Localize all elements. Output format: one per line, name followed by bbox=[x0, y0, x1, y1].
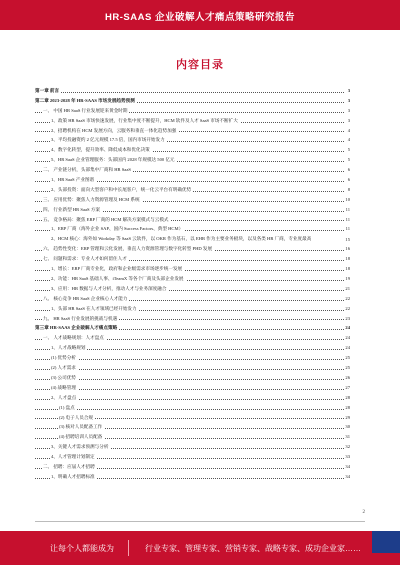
report-title: HR-SAAS 企业破解人才痛点策略研究报告 bbox=[105, 12, 295, 23]
toc-entry-page: 18 bbox=[344, 264, 350, 274]
report-header-bar bbox=[0, 0, 400, 30]
toc-entry-title: 3、应用：HR 数据与人才分析，推动人才与业务深度融合 bbox=[51, 285, 167, 291]
footer-divider bbox=[128, 540, 129, 556]
toc-entry[interactable] bbox=[35, 393, 350, 403]
toc-entry-page: 6 bbox=[347, 175, 350, 185]
toc-entry[interactable] bbox=[35, 304, 350, 314]
toc-entry[interactable] bbox=[35, 86, 350, 96]
toc-entry[interactable] bbox=[35, 442, 350, 452]
toc-entry-title: 九、 HR SaaS 行业发展的挑战与机遇 bbox=[43, 315, 118, 321]
toc-entry[interactable] bbox=[35, 274, 350, 284]
toc-entry-page: 34 bbox=[344, 462, 350, 472]
footer-bar bbox=[0, 531, 400, 565]
toc-heading: 内容目录 bbox=[176, 59, 224, 71]
toc-leader-dots bbox=[35, 369, 344, 370]
toc-entry-title: 七、 问题和需求：专业人才如何留住人才 bbox=[43, 256, 127, 262]
toc-entry[interactable] bbox=[35, 135, 350, 145]
toc-entry[interactable] bbox=[35, 106, 350, 116]
toc-entry[interactable] bbox=[35, 284, 350, 294]
toc-entry-page: 3 bbox=[347, 96, 350, 106]
toc-entry-page: 24 bbox=[344, 333, 350, 343]
toc-entry-title: 四、 行业新型 HR SaaS 方案 bbox=[43, 206, 100, 212]
toc-entry-title: 一、 中国 HR SaaS 行业发展迎来黄金时期 bbox=[43, 107, 128, 113]
toc-entry-title: (4) 招聘培训人员配备 bbox=[59, 434, 103, 440]
toc-entry-title: 2、HCM 核心：海外如 Workday 等 SaaS 云软件，以 OKR 作为基石，以 EHR 作为主要业务板块，以及各类 HR 厂商，专业度最高 bbox=[51, 236, 312, 242]
toc-entry-page: 19 bbox=[344, 274, 350, 284]
toc-entry-title: 2、人才盘点 bbox=[51, 394, 77, 400]
toc-entry-page: 3 bbox=[347, 106, 350, 116]
toc-entry[interactable] bbox=[35, 413, 350, 423]
toc-entry[interactable] bbox=[35, 234, 350, 244]
toc-entry-title: (3) 核对人员配备工作 bbox=[59, 424, 103, 430]
toc-entry-title: 1、头部 HR SaaS 在人才领域已经开始发力 bbox=[51, 305, 137, 311]
toc-entry-title: 六、 趋势性变化：ERP 管理和云化发展，垂直人力资源管理与数字化转型 PHD 发展 bbox=[43, 246, 213, 252]
toc-entry-page: 27 bbox=[344, 383, 350, 393]
toc-entry-title: 4、人才管理计划制定 bbox=[51, 454, 95, 460]
toc-leader-dots bbox=[35, 379, 344, 380]
toc-entry-title: 2、招聘机构在 HCM 发展方向，云服务和垂直一体化趋势加强 bbox=[51, 127, 177, 133]
toc-entry-page: 18 bbox=[344, 254, 350, 264]
toc-entry-title: 第二章 2023-2028 年 HR-SAAS 市场发展趋势预测 bbox=[35, 97, 135, 103]
toc-entry-title: (4) 战略管理 bbox=[51, 384, 76, 390]
toc-entry-title: 第一章 前言 bbox=[35, 88, 60, 93]
toc-entry-title: 一、 人才战略规划：人才盘点 bbox=[43, 335, 104, 341]
toc-entry-page: 24 bbox=[344, 343, 350, 353]
toc-entry-page: 24 bbox=[344, 323, 350, 333]
toc-entry-title: 1、明确人才招聘标准 bbox=[51, 473, 95, 479]
toc-entry[interactable] bbox=[35, 165, 350, 175]
toc-entry-title: 5、HR SaaS 企业管理服务：头部国内 2028 年规模达 500 亿元 bbox=[51, 157, 175, 163]
footer-tagline: 行业专家、管理专家、营销专家、战略专家、成功企业家…… bbox=[145, 544, 361, 553]
page-number: 2 bbox=[362, 510, 365, 515]
toc-entry[interactable] bbox=[35, 264, 350, 274]
toc-entry[interactable] bbox=[35, 452, 350, 462]
toc-entry-title: 1、人才战略规划 bbox=[51, 345, 86, 351]
toc-entry[interactable] bbox=[35, 363, 350, 373]
toc-entry-page: 5 bbox=[347, 145, 350, 155]
toc-entry[interactable] bbox=[35, 432, 350, 442]
toc-entry-title: (2) 人才需求 bbox=[51, 365, 76, 371]
toc-entry[interactable] bbox=[35, 126, 350, 136]
toc-entry-page: 29 bbox=[344, 413, 350, 423]
toc-entry-title: 1、政策 HR SaaS 市场快速发展，行业集中度不断提升，HCM 软件及人才 SaaS 市场不断扩大 bbox=[51, 117, 238, 123]
toc-entry-title: 1、HR SaaS 产业图谱 bbox=[51, 177, 95, 183]
toc-entry-title: 2、功能：HR SaaS 基础人事、iTeamX 等各个厂商及头部企业发展 bbox=[51, 276, 184, 282]
toc-entry[interactable] bbox=[35, 333, 350, 343]
toc-entry-title: (1) 优势分析 bbox=[51, 355, 76, 361]
toc-entry[interactable] bbox=[35, 244, 350, 254]
toc-entry-page: 11 bbox=[345, 215, 350, 225]
toc-entry[interactable] bbox=[35, 294, 350, 304]
toc-entry-title: (3) 公司优势 bbox=[51, 374, 76, 380]
toc-entry-page: 34 bbox=[344, 472, 350, 482]
toc-entry-title: 二、 招聘：应届人才招聘 bbox=[43, 463, 95, 469]
toc-entry-page: 8 bbox=[347, 185, 350, 195]
toc-entry-page: 22 bbox=[344, 304, 350, 314]
toc-entry-page: 4 bbox=[347, 135, 350, 145]
toc-entry-page: 21 bbox=[344, 284, 350, 294]
toc-entry[interactable] bbox=[35, 403, 350, 413]
toc-entry-page: 25 bbox=[344, 363, 350, 373]
toc-leader-dots bbox=[35, 399, 344, 400]
toc-entry-title: 4、数字化转型，提升效率、降低成本和优化决策 bbox=[51, 147, 150, 153]
toc-entry-page: 3 bbox=[347, 86, 350, 96]
toc-entry[interactable] bbox=[35, 195, 350, 205]
toc-entry[interactable] bbox=[35, 224, 350, 234]
toc-entry[interactable] bbox=[35, 323, 350, 333]
toc-entry[interactable] bbox=[35, 314, 350, 324]
toc-entry-page: 28 bbox=[344, 393, 350, 403]
toc-entry-title: 1、ERP 厂商（海外企业 SAP、国内 Success Factors、典型 HCM） bbox=[51, 226, 184, 232]
toc-entry-page: 4 bbox=[347, 126, 350, 136]
toc-entry[interactable] bbox=[35, 215, 350, 225]
toc-entry[interactable] bbox=[35, 353, 350, 363]
toc-entry-title: 三、 应用优势：聚焦人力资源管理及 HCM 系统 bbox=[43, 196, 140, 202]
toc-entry-title: 五、 竞争格局：聚焦 ERP 厂商的 HCM 解决方案模式与云模式 bbox=[43, 216, 169, 222]
toc-entry[interactable] bbox=[35, 422, 350, 432]
toc-entry-title: (1) 盘点 bbox=[59, 404, 75, 410]
toc-entry-page: 25 bbox=[344, 353, 350, 363]
toc-entry[interactable] bbox=[35, 373, 350, 383]
toc-entry-page: 33 bbox=[344, 452, 350, 462]
toc-entry-page: 16 bbox=[344, 244, 350, 254]
table-of-contents bbox=[35, 86, 350, 482]
toc-entry-page: 10 bbox=[344, 195, 350, 205]
toc-entry-title: 3、关键人才需求预测与分析 bbox=[51, 444, 109, 450]
toc-entry[interactable] bbox=[35, 254, 350, 264]
toc-entry[interactable] bbox=[35, 343, 350, 353]
toc-entry[interactable] bbox=[35, 96, 350, 106]
toc-leader-dots bbox=[35, 389, 344, 390]
toc-entry-page: 3 bbox=[347, 116, 350, 126]
toc-entry[interactable] bbox=[35, 472, 350, 482]
toc-leader-dots bbox=[35, 409, 344, 410]
toc-entry-page: 32 bbox=[344, 442, 350, 452]
toc-entry-title: 二、 产业链分析，头部集中厂商和 HR SaaS bbox=[43, 167, 131, 173]
toc-entry-page: 26 bbox=[344, 373, 350, 383]
footer-corner-tab bbox=[372, 531, 400, 553]
footer-slogan: 让每个人都能成为 bbox=[50, 544, 114, 553]
toc-entry-page: 22 bbox=[344, 294, 350, 304]
toc-entry-page: 23 bbox=[344, 314, 350, 324]
toc-entry[interactable] bbox=[35, 185, 350, 195]
toc-entry-title: 第三章 HR-SAAS 企业破解人才痛点策略 bbox=[35, 325, 118, 331]
toc-entry-page: 30 bbox=[344, 422, 350, 432]
toc-entry[interactable] bbox=[35, 145, 350, 155]
toc-entry-title: 1、增长：ERP 厂商专业化，政府和企业级需求市场逐步统一发展 bbox=[51, 266, 183, 272]
toc-leader-dots bbox=[35, 359, 344, 360]
toc-entry-title: 2、头部投资：面向大型客户和中长尾客户，统一化云平台有明确优势 bbox=[51, 186, 192, 192]
toc-entry[interactable] bbox=[35, 155, 350, 165]
toc-entry-page: 5 bbox=[347, 155, 350, 165]
footer-rule bbox=[35, 521, 365, 522]
toc-entry-title: 八、 核心竞争 HR SaaS 企业核心人才能力 bbox=[43, 295, 128, 301]
toc-entry-title: 3、平均投融资约 2 亿元规模 17.5 倍，国内市场开始发力 bbox=[51, 137, 165, 143]
toc-leader-dots bbox=[35, 92, 344, 93]
toc-entry-title: (2) 电子人员合规 bbox=[59, 414, 94, 420]
toc-entry-page: 6 bbox=[347, 165, 350, 175]
toc-entry[interactable] bbox=[35, 383, 350, 393]
toc-entry[interactable] bbox=[35, 116, 350, 126]
toc-entry[interactable] bbox=[35, 205, 350, 215]
toc-entry-page: 11 bbox=[345, 224, 350, 234]
toc-entry-page: 15 bbox=[345, 237, 350, 243]
toc-entry-page: 31 bbox=[344, 432, 350, 442]
toc-entry-page: 28 bbox=[344, 403, 350, 413]
toc-entry[interactable] bbox=[35, 462, 350, 472]
toc-entry-page: 11 bbox=[345, 205, 350, 215]
toc-entry[interactable] bbox=[35, 175, 350, 185]
